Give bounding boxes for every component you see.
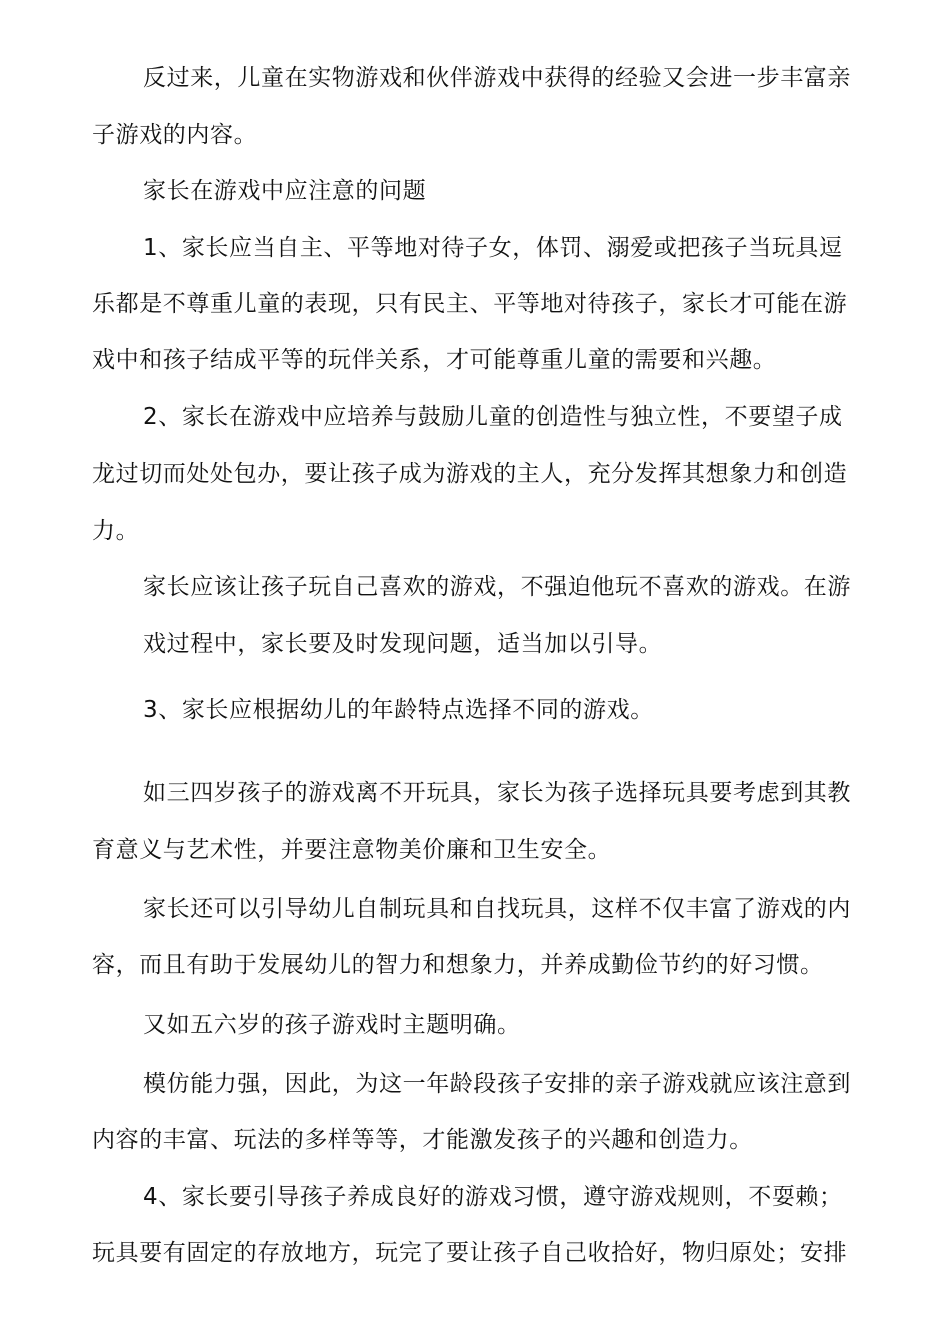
paragraph-line: 乐都是不尊重儿童的表现，只有民主、平等地对待孩子，家长才可能在游 <box>92 291 848 317</box>
paragraph-line: 子游戏的内容。 <box>92 122 258 148</box>
paragraph-line: 家长还可以引导幼儿自制玩具和自找玩具，这样不仅丰富了游戏的内 <box>143 896 851 922</box>
paragraph-line: 力。 <box>92 518 140 544</box>
paragraph-line: 又如五六岁的孩子游戏时主题明确。 <box>143 1012 521 1038</box>
paragraph-line: 家长应该让孩子玩自己喜欢的游戏，不强迫他玩不喜欢的游戏。在游 <box>143 574 851 600</box>
paragraph-line: 育意义与艺术性，并要注意物美价廉和卫生安全。 <box>92 837 612 863</box>
paragraph-line: 戏过程中，家长要及时发现问题，适当加以引导。 <box>143 631 663 657</box>
paragraph-line: 玩具要有固定的存放地方，玩完了要让孩子自己收拾好，物归原处；安排 <box>92 1240 848 1266</box>
paragraph-line: 3、家长应根据幼儿的年龄特点选择不同的游戏。 <box>143 697 654 723</box>
paragraph-line: 1、家长应当自主、平等地对待子女，体罚、溺爱或把孩子当玩具逗 <box>143 235 843 261</box>
paragraph-line: 2、家长在游戏中应培养与鼓励儿童的创造性与独立性，不要望子成 <box>143 404 843 430</box>
paragraph-line: 容，而且有助于发展幼儿的智力和想象力，并养成勤俭节约的好习惯。 <box>92 952 824 978</box>
section-heading: 家长在游戏中应注意的问题 <box>143 178 427 204</box>
paragraph-line: 模仿能力强，因此，为这一年龄段孩子安排的亲子游戏就应该注意到 <box>143 1071 851 1097</box>
paragraph-line: 如三四岁孩子的游戏离不开玩具，家长为孩子选择玩具要考虑到其教 <box>143 780 851 806</box>
paragraph-line: 内容的丰富、玩法的多样等等，才能激发孩子的兴趣和创造力。 <box>92 1127 753 1153</box>
paragraph-line: 4、家长要引导孩子养成良好的游戏习惯，遵守游戏规则，不耍赖； <box>143 1184 843 1210</box>
paragraph-line: 龙过切而处处包办，要让孩子成为游戏的主人，充分发挥其想象力和创造 <box>92 461 848 487</box>
paragraph-line: 反过来，儿童在实物游戏和伙伴游戏中获得的经验又会进一步丰富亲 <box>143 65 851 91</box>
paragraph-line: 戏中和孩子结成平等的玩伴关系，才可能尊重儿童的需要和兴趣。 <box>92 347 777 373</box>
